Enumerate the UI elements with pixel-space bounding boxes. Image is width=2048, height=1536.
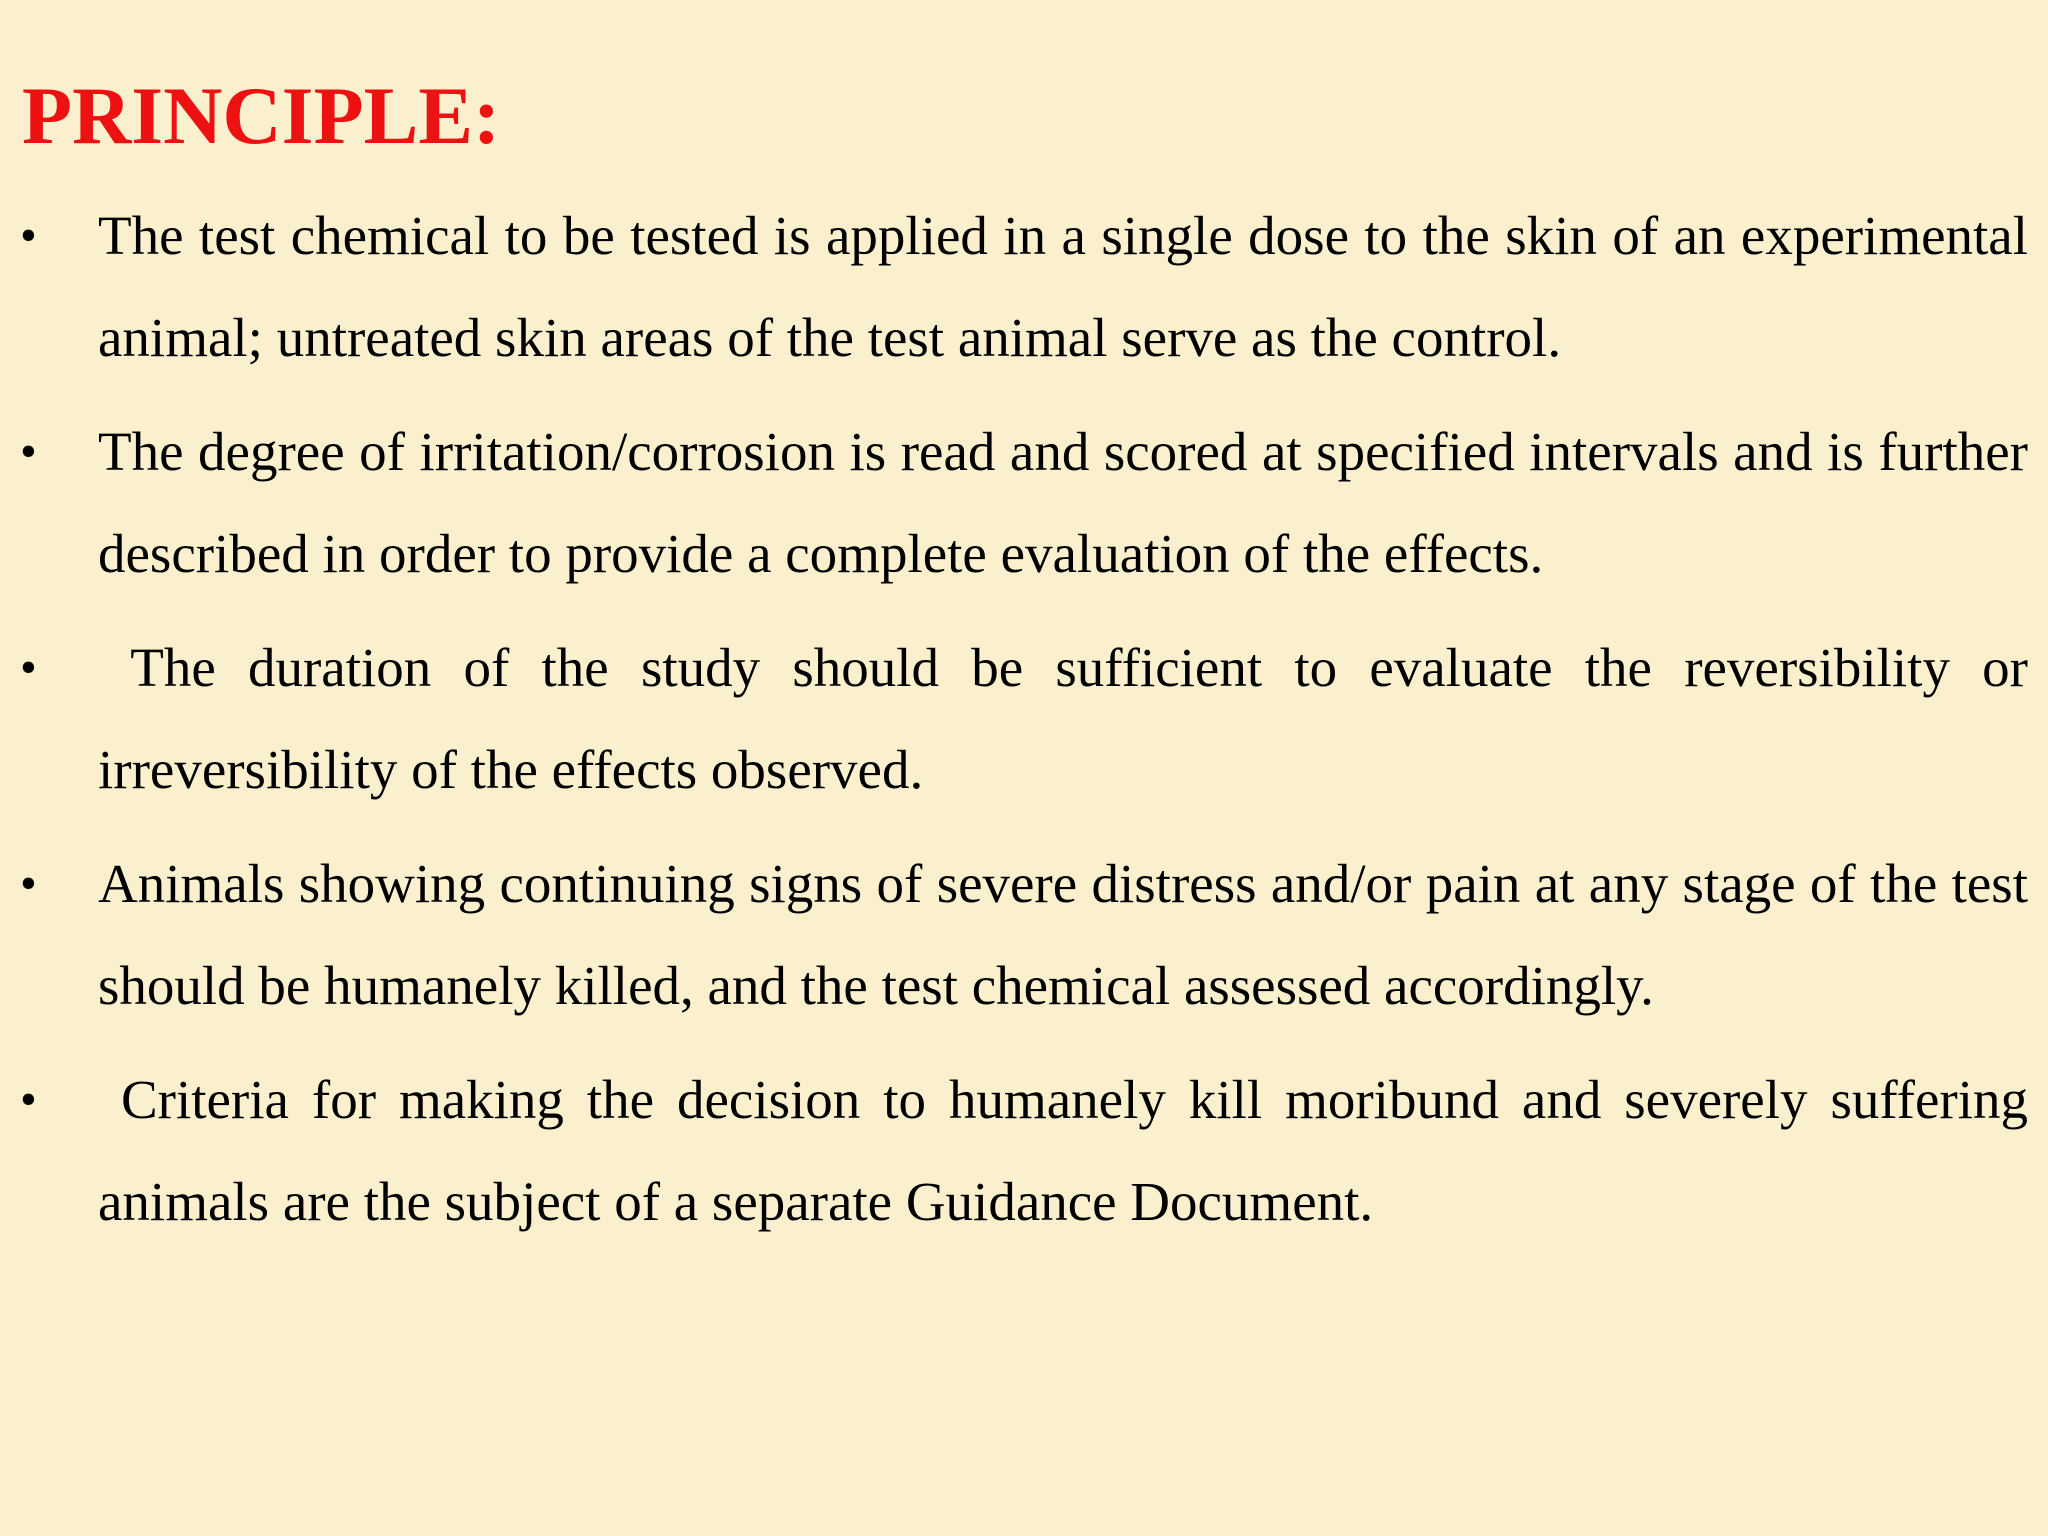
bullet-dot-icon: • bbox=[20, 857, 37, 910]
bullet-item bbox=[0, 185, 2048, 389]
bullet-text: Animals showing continuing signs of severe distress and/or pain at any stage of the test should be humanely killed, and the test chemical assessed accordingly. bbox=[98, 853, 2042, 1016]
bullet-dot-icon: • bbox=[20, 641, 37, 694]
bullet-list bbox=[0, 185, 2048, 1265]
slide-title: PRINCIPLE: bbox=[22, 70, 501, 161]
bullet-item bbox=[0, 833, 2048, 1037]
bullet-text: The test chemical to be tested is applied in a single dose to the skin of an experimental animal; untreated skin areas of the test animal serve as the control. bbox=[98, 205, 2042, 368]
bullet-item bbox=[0, 1049, 2048, 1253]
bullet-text: The duration of the study should be sufficient to evaluate the reversibility or irreversibility of the effects observed. bbox=[98, 637, 2042, 800]
bullet-text: The degree of irritation/corrosion is read and scored at specified intervals and is further described in order to provide a complete evaluation of the effects. bbox=[98, 421, 2042, 584]
bullet-item bbox=[0, 401, 2048, 605]
bullet-dot-icon: • bbox=[20, 425, 37, 478]
bullet-dot-icon: • bbox=[20, 1073, 37, 1126]
bullet-dot-icon: • bbox=[20, 209, 37, 262]
bullet-text: Criteria for making the decision to humanely kill moribund and severely suffering animals are the subject of a separate Guidance Document. bbox=[98, 1069, 2042, 1232]
bullet-item bbox=[0, 617, 2048, 821]
